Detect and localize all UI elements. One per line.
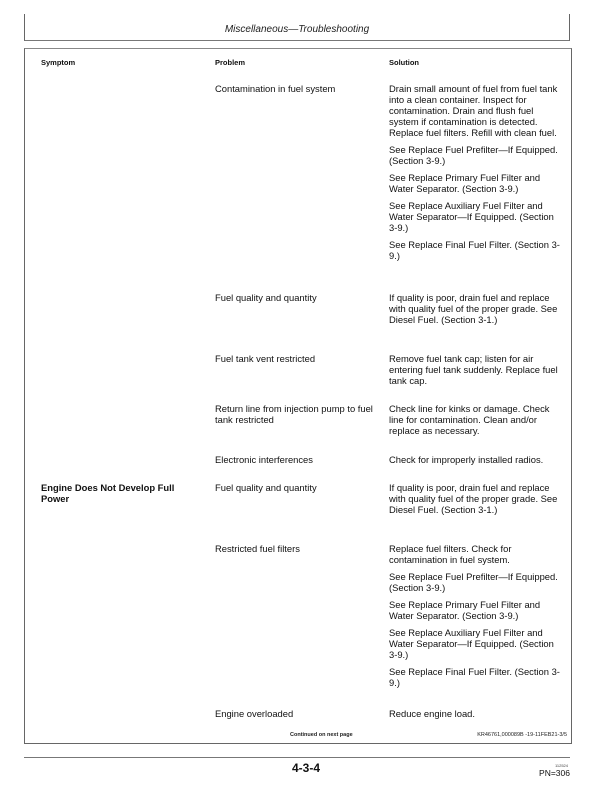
solution-cell xyxy=(389,292,561,331)
solution-paragraph: See Replace Final Fuel Filter. (Section 3-9.) xyxy=(389,239,560,261)
symptom-cell: Engine Does Not Develop Full Power xyxy=(41,482,175,504)
solution-paragraph: Check line for kinks or damage. Check line for contamination. Clean and/or replace as necessary. xyxy=(389,403,550,436)
solution-paragraph: Check for improperly installed radios. xyxy=(389,454,544,465)
solution-paragraph: If quality is poor, drain fuel and replace with quality fuel of the proper grade. See Diesel Fuel. (Section 3-1.) xyxy=(389,292,558,325)
column-header-symptom: Symptom xyxy=(41,58,76,67)
pn-number: PN=306 xyxy=(539,768,570,778)
solution-paragraph: See Replace Fuel Prefilter—If Equipped. (Section 3-9.) xyxy=(389,571,558,593)
solution-paragraph: See Replace Auxiliary Fuel Filter and Water Separator—If Equipped. (Section 3-9.) xyxy=(389,200,554,233)
problem-cell: Fuel quality and quantity xyxy=(215,482,317,493)
solution-cell xyxy=(389,454,561,471)
continued-note: Continued on next page xyxy=(290,732,353,738)
problem-cell: Engine overloaded xyxy=(215,708,294,719)
solution-cell xyxy=(389,708,561,725)
date-code: 112524 xyxy=(554,763,568,768)
solution-paragraph: Reduce engine load. xyxy=(389,708,476,719)
solution-cell xyxy=(389,83,561,267)
problem-cell: Fuel quality and quantity xyxy=(215,292,317,303)
solution-cell xyxy=(389,543,561,694)
running-header xyxy=(24,14,570,41)
column-header-problem: Problem xyxy=(215,58,246,67)
solution-paragraph: See Replace Primary Fuel Filter and Water Separator. (Section 3-9.) xyxy=(389,599,541,621)
solution-paragraph: See Replace Auxiliary Fuel Filter and Water Separator—If Equipped. (Section 3-9.) xyxy=(389,627,554,660)
section-title: Miscellaneous—Troubleshooting xyxy=(224,24,370,35)
document-reference: KR46761,000089B -19-11FEB21-3/5 xyxy=(477,732,567,738)
solution-cell xyxy=(389,403,561,442)
problem-cell: Restricted fuel filters xyxy=(215,543,300,554)
footer-divider xyxy=(24,757,570,758)
solution-paragraph: See Replace Primary Fuel Filter and Water Separator. (Section 3-9.) xyxy=(389,172,541,194)
solution-cell xyxy=(389,482,561,521)
solution-cell xyxy=(389,353,561,392)
problem-cell: Return line from injection pump to fuel tank restricted xyxy=(215,403,373,425)
solution-paragraph: See Replace Fuel Prefilter—If Equipped. (Section 3-9.) xyxy=(389,144,558,166)
problem-cell: Fuel tank vent restricted xyxy=(215,353,316,364)
solution-paragraph: Drain small amount of fuel from fuel tank into a clean container. Inspect for contamination. Drain and flush fuel system if contamination is detected. Replace fuel filters. Refill with clean fuel. xyxy=(389,83,558,138)
solution-paragraph: Remove fuel tank cap; listen for air entering fuel tank suddenly. Replace fuel tank cap. xyxy=(389,353,558,386)
problem-cell: Electronic interferences xyxy=(215,454,313,465)
page-number: 4-3-4 xyxy=(291,761,320,775)
column-header-solution: Solution xyxy=(389,58,419,67)
solution-paragraph: Replace fuel filters. Check for contamination in fuel system. xyxy=(389,543,512,565)
problem-cell: Contamination in fuel system xyxy=(215,83,336,94)
solution-paragraph: See Replace Final Fuel Filter. (Section 3-9.) xyxy=(389,666,560,688)
solution-paragraph: If quality is poor, drain fuel and replace with quality fuel of the proper grade. See Diesel Fuel. (Section 3-1.) xyxy=(389,482,558,515)
